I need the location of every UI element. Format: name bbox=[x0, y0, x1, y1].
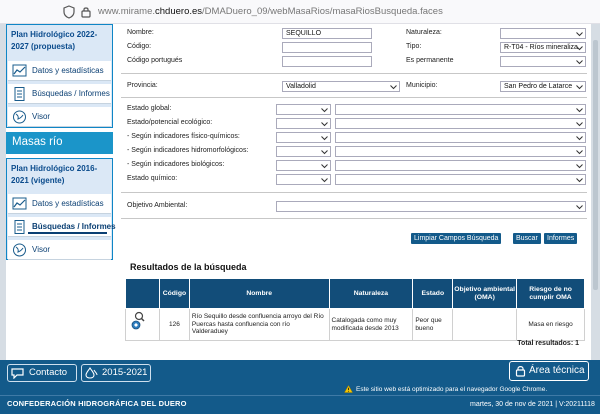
map-pin-icon[interactable] bbox=[131, 320, 141, 330]
chevron-down-icon bbox=[576, 149, 583, 155]
estado-global-select[interactable] bbox=[335, 104, 586, 115]
cell-objetivo bbox=[453, 309, 517, 341]
sidebar-item-busquedas-2022[interactable] bbox=[8, 84, 111, 104]
estado-quimico-operator-select[interactable] bbox=[276, 174, 331, 185]
organization-name: CONFEDERACIÓN HIDROGRÁFICA DEL DUERO bbox=[7, 399, 187, 408]
chevron-down-icon bbox=[576, 107, 583, 113]
sidebar-item-label: Datos y estadísticas bbox=[32, 199, 104, 208]
column-header-codigo: Código bbox=[159, 279, 189, 309]
provincia-value: Valladolid bbox=[286, 83, 316, 90]
codigo-portugues-label: Código portugués bbox=[127, 57, 183, 64]
column-header-naturaleza: Naturaleza bbox=[329, 279, 413, 309]
scrollbar-thumb[interactable] bbox=[593, 40, 598, 290]
naturaleza-label: Naturaleza: bbox=[406, 29, 442, 36]
divider bbox=[121, 73, 587, 74]
chevron-down-icon bbox=[576, 135, 583, 141]
browser-address-bar[interactable] bbox=[0, 0, 600, 24]
cell-codigo: 126 bbox=[159, 309, 189, 341]
sidebar-item-busquedas-2016[interactable] bbox=[8, 217, 116, 237]
contact-label: Contacto bbox=[29, 367, 68, 378]
permanente-select[interactable] bbox=[500, 56, 586, 67]
estado-ecologico-select[interactable] bbox=[335, 118, 586, 129]
fisico-quimicos-label: - Según indicadores físico-químicos: bbox=[127, 133, 240, 140]
chevron-down-icon bbox=[321, 121, 328, 127]
biologicos-select[interactable] bbox=[335, 160, 586, 171]
clear-fields-button[interactable]: Limpiar Campos Búsqueda bbox=[411, 233, 501, 244]
sidebar-item-label: Visor bbox=[32, 112, 51, 121]
sidebar-item-label: Búsquedas / Informes bbox=[32, 89, 110, 98]
cell-nombre: Río Sequillo desde confluencia arroyo del Río Puercas hasta confluencia con río Valderaduey bbox=[189, 309, 329, 341]
sidebar-item-datos-2016[interactable] bbox=[8, 194, 111, 214]
area-tecnica-label: Área técnica bbox=[529, 365, 585, 376]
permanente-label: Es permanente bbox=[406, 57, 454, 64]
sidebar bbox=[6, 24, 116, 260]
search-panel bbox=[119, 24, 589, 360]
url-text[interactable]: www.mirame.chduero.es/DMADuero_09/webMasaRios/masaRiosBusqueda.faces bbox=[98, 6, 443, 17]
divider bbox=[121, 218, 587, 219]
browser-notice: Este sitio web está optimizado para el navegador Google Chrome. bbox=[356, 386, 548, 393]
fisico-quimicos-operator-select[interactable] bbox=[276, 132, 331, 143]
chevron-down-icon bbox=[321, 107, 328, 113]
chevron-down-icon bbox=[576, 177, 583, 183]
provincia-label: Provincia: bbox=[127, 82, 158, 89]
date-version: martes, 30 de nov de 2021 | V:20211118 bbox=[470, 401, 595, 408]
sidebar-item-datos-2022[interactable] bbox=[8, 61, 111, 81]
tipo-select[interactable] bbox=[500, 42, 586, 53]
column-header-estado: Estado bbox=[413, 279, 453, 309]
codigo-input[interactable] bbox=[282, 42, 372, 53]
total-results: Total resultados: 1 bbox=[517, 340, 579, 347]
warning-icon bbox=[344, 385, 353, 393]
hidromorfologicos-operator-select[interactable] bbox=[276, 146, 331, 157]
area-tecnica-button[interactable] bbox=[509, 361, 589, 381]
plan-2022-title: Plan Hidrológico 2022-2027 (propuesta) bbox=[11, 30, 98, 51]
chevron-down-icon bbox=[390, 84, 397, 90]
chevron-down-icon bbox=[576, 163, 583, 169]
hidromorfologicos-label: - Según indicadores hidromorfológicos: bbox=[127, 147, 249, 154]
sidebar-item-visor-2022[interactable] bbox=[8, 107, 111, 127]
objetivo-ambiental-label: Objetivo Ambiental: bbox=[127, 202, 188, 209]
column-header-objetivo: Objetivo ambiental (OMA) bbox=[453, 279, 517, 309]
codigo-label: Código: bbox=[127, 43, 152, 50]
column-header-nombre: Nombre bbox=[189, 279, 329, 309]
hidromorfologicos-select[interactable] bbox=[335, 146, 586, 157]
lock-icon bbox=[79, 5, 93, 19]
column-header-riesgo: Riesgo de no cumplir OMA bbox=[517, 279, 585, 309]
chart-icon bbox=[12, 64, 27, 78]
chevron-down-icon bbox=[321, 177, 328, 183]
search-button[interactable]: Buscar bbox=[513, 233, 541, 244]
results-title: Resultados de la búsqueda bbox=[130, 262, 247, 272]
chevron-down-icon bbox=[576, 59, 583, 65]
chevron-down-icon bbox=[321, 135, 328, 141]
document-icon bbox=[12, 87, 27, 101]
sidebar-item-label: Búsquedas / Informes bbox=[32, 222, 116, 231]
section-title-masas-rio: Masas río bbox=[6, 132, 113, 154]
table-header-row bbox=[126, 279, 585, 309]
estado-quimico-label: Estado químico: bbox=[127, 175, 178, 182]
municipio-value: San Pedro de Latarce bbox=[504, 83, 573, 90]
codigo-portugues-input[interactable] bbox=[282, 56, 372, 67]
lock-icon bbox=[515, 365, 526, 377]
nombre-label: Nombre: bbox=[127, 29, 154, 36]
plan-label: 2015-2021 bbox=[102, 367, 148, 378]
chevron-down-icon bbox=[576, 31, 583, 37]
cell-naturaleza: Catalogada como muy modificada desde 2013 bbox=[329, 309, 413, 341]
estado-quimico-select[interactable] bbox=[335, 174, 586, 185]
municipio-label: Municipio: bbox=[406, 82, 438, 89]
chevron-down-icon bbox=[576, 204, 583, 210]
plan-2016-title: Plan Hidrológico 2016-2021 (vigente) bbox=[11, 164, 98, 185]
cell-estado: Peor que bueno bbox=[413, 309, 453, 341]
column-header-actions bbox=[126, 279, 160, 309]
chevron-down-icon bbox=[576, 45, 583, 51]
chevron-down-icon bbox=[576, 121, 583, 127]
estado-ecologico-operator-select[interactable] bbox=[276, 118, 331, 129]
chevron-down-icon bbox=[576, 84, 583, 90]
sidebar-item-visor-2016[interactable] bbox=[8, 240, 111, 260]
footer-divider bbox=[0, 395, 600, 396]
plan-2015-2021-button[interactable] bbox=[81, 364, 151, 382]
chat-icon bbox=[11, 367, 25, 379]
tipo-value: R-T04 - Ríos mineraliza bbox=[504, 44, 578, 51]
biologicos-operator-select[interactable] bbox=[276, 160, 331, 171]
shield-icon bbox=[62, 5, 76, 19]
cell-riesgo: Masa en riesgo bbox=[517, 309, 585, 341]
biologicos-label: - Según indicadores biológicos: bbox=[127, 161, 225, 168]
globe-icon bbox=[12, 110, 27, 124]
provincia-select[interactable] bbox=[282, 81, 400, 92]
divider bbox=[121, 97, 587, 98]
table-row bbox=[126, 309, 585, 341]
estado-global-operator-select[interactable] bbox=[276, 104, 331, 115]
estado-ecologico-label: Estado/potencial ecológico: bbox=[127, 119, 213, 126]
divider bbox=[121, 192, 587, 193]
nombre-input[interactable]: SEQUILLO bbox=[282, 28, 372, 39]
naturaleza-select[interactable] bbox=[500, 28, 586, 39]
chart-icon bbox=[12, 197, 27, 211]
document-icon bbox=[12, 220, 27, 234]
sidebar-item-label: Datos y estadísticas bbox=[32, 66, 104, 75]
tipo-label: Tipo: bbox=[406, 43, 422, 50]
fisico-quimicos-select[interactable] bbox=[335, 132, 586, 143]
estado-global-label: Estado global: bbox=[127, 105, 172, 112]
sidebar-item-label: Visor bbox=[32, 245, 51, 254]
municipio-select[interactable] bbox=[500, 81, 586, 92]
results-table bbox=[125, 278, 585, 341]
contact-button[interactable] bbox=[7, 364, 77, 382]
globe-icon bbox=[12, 243, 27, 257]
objetivo-ambiental-select[interactable] bbox=[276, 201, 586, 212]
reports-button[interactable]: Informes bbox=[544, 233, 577, 244]
active-indicator bbox=[28, 232, 107, 234]
water-drop-icon bbox=[85, 367, 99, 379]
chevron-down-icon bbox=[321, 149, 328, 155]
chevron-down-icon bbox=[321, 163, 328, 169]
